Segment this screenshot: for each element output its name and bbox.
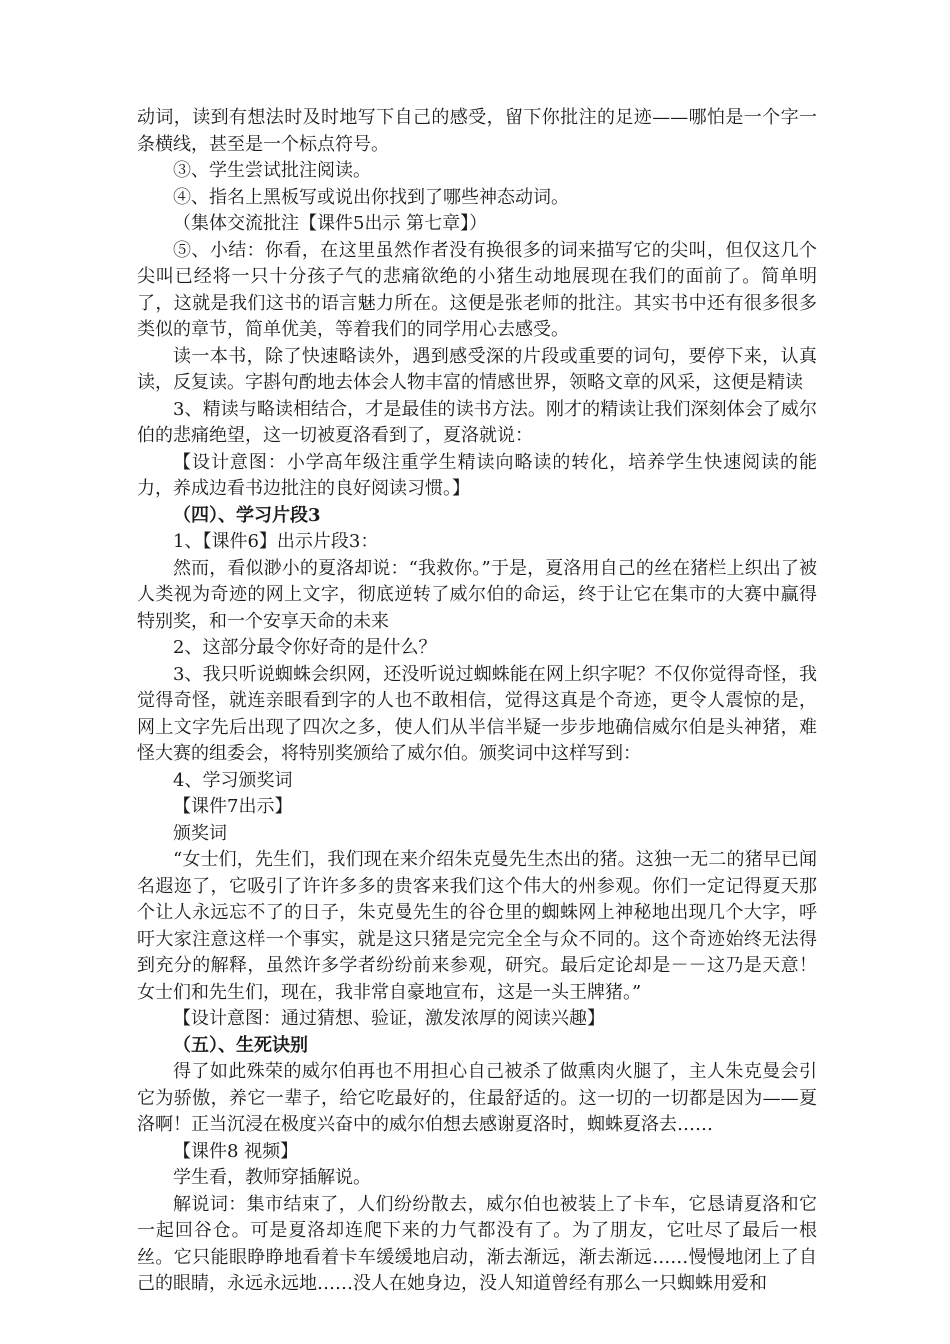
paragraph: 读一本书，除了快速略读外，遇到感受深的片段或重要的词句，要停下来，认真读，反复读。字斟句酌地去体会人物丰富的情感世界，领略文章的风采，这便是精读: [137, 345, 817, 393]
paragraph: 【课件7出示】: [173, 796, 293, 817]
document-body: [137, 105, 817, 1298]
paragraph: ⑤、小结：你看，在这里虽然作者没有换很多的词来描写它的尖叫，但仅这几个尖叫已经将一只十分孩子气的悲痛欲绝的小猪生动地展现在我们的面前了。简单明了，这就是我们这书的语言魅力所在。这便是张老师的批注。其实书中还有很多很多类似的章节，简单优美，等着我们的同学用心去感受。: [137, 239, 817, 340]
paragraph: 【设计意图：通过猜想、验证，激发浓厚的阅读兴趣】: [173, 1008, 605, 1029]
paragraph: 1、【课件6】出示片段3：: [173, 531, 379, 552]
paragraph: 【设计意图：小学高年级注重学生精读向略读的转化，培养学生快速阅读的能力，养成边看书边批注的良好阅读习惯。】: [137, 451, 817, 499]
paragraph: “女士们，先生们，我们现在来介绍朱克曼先生杰出的猪。这独一无二的猪早已闻名遐迩了，它吸引了许许多多的贵客来我们这个伟大的州参观。你们一定记得夏天那个让人永远忘不了的日子，朱克曼先生的谷仓里的蜘蛛网上神秘地出现几个大字，呼吁大家注意这样一个事实，就是这只猪是完完全全与众不同的。这个奇迹始终无法得到充分的解释，虽然许多学者纷纷前来参观，研究。最后定论却是－－这乃是天意！女士们和先生们，现在，我非常自豪地宣布，这是一头王牌猪。”: [137, 849, 817, 1003]
paragraph: 4、学习颁奖词: [173, 769, 293, 791]
section-heading: （五）、生死诀别: [173, 1034, 308, 1056]
section-heading: （四）、学习片段3: [173, 504, 321, 526]
paragraph: 3、精读与略读相结合，才是最佳的读书方法。刚才的精读让我们深刻体会了威尔伯的悲痛绝望，这一切被夏洛看到了，夏洛就说：: [137, 398, 817, 446]
paragraph: 3、我只听说蜘蛛会织网，还没听说过蜘蛛能在网上织字呢？不仅你觉得奇怪，我觉得奇怪，就连亲眼看到字的人也不敢相信，觉得这真是个奇迹，更令人震惊的是，网上文字先后出现了四次之多，使人们从半信半疑一步步地确信威尔伯是头神猪，难怪大赛的组委会，将特别奖颁给了威尔伯。颁奖词中这样写到：: [137, 663, 817, 764]
paragraph: 解说词：集市结束了，人们纷纷散去，威尔伯也被装上了卡车，它恳请夏洛和它一起回谷仓。可是夏洛却连爬下来的力气都没有了。为了朋友，它吐尽了最后一根丝。它只能眼睁睁地看着卡车缓缓地启动，渐去渐远，渐去渐远……慢慢地闭上了自己的眼睛，永远永远地……没人在她身边，没人知道曾经有那么一只蜘蛛用爱和: [137, 1193, 817, 1294]
paragraph: 颁奖词: [173, 822, 227, 844]
paragraph: 然而，看似渺小的夏洛却说：“我救你。”于是，夏洛用自己的丝在猪栏上织出了被人类视为奇迹的网上文字，彻底逆转了威尔伯的命运，终于让它在集市的大赛中赢得特别奖，和一个安享天命的未来: [137, 557, 817, 632]
paragraph: 2、这部分最令你好奇的是什么？: [173, 637, 437, 658]
paragraph: 动词，读到有想法时及时地写下自己的感受，留下你批注的足迹——哪怕是一个字一条横线，甚至是一个标点符号。: [137, 107, 817, 155]
paragraph: 【课件8 视频】: [173, 1140, 299, 1162]
paragraph: ④、指名上黑板写或说出你找到了哪些神态动词。: [173, 186, 569, 208]
paragraph: 得了如此殊荣的威尔伯再也不用担心自己被杀了做熏肉火腿了，主人朱克曼会引它为骄傲，养它一辈子，给它吃最好的，住最舒适的。这一切的一切都是因为——夏洛啊！正当沉浸在极度兴奋中的威尔伯想去感谢夏洛时，蜘蛛夏洛去……: [137, 1061, 817, 1135]
paragraph: （集体交流批注【课件5出示 第七章】）: [173, 213, 488, 234]
paragraph: 学生看，教师穿插解说。: [173, 1167, 371, 1188]
paragraph: ③、学生尝试批注阅读。: [173, 160, 371, 181]
